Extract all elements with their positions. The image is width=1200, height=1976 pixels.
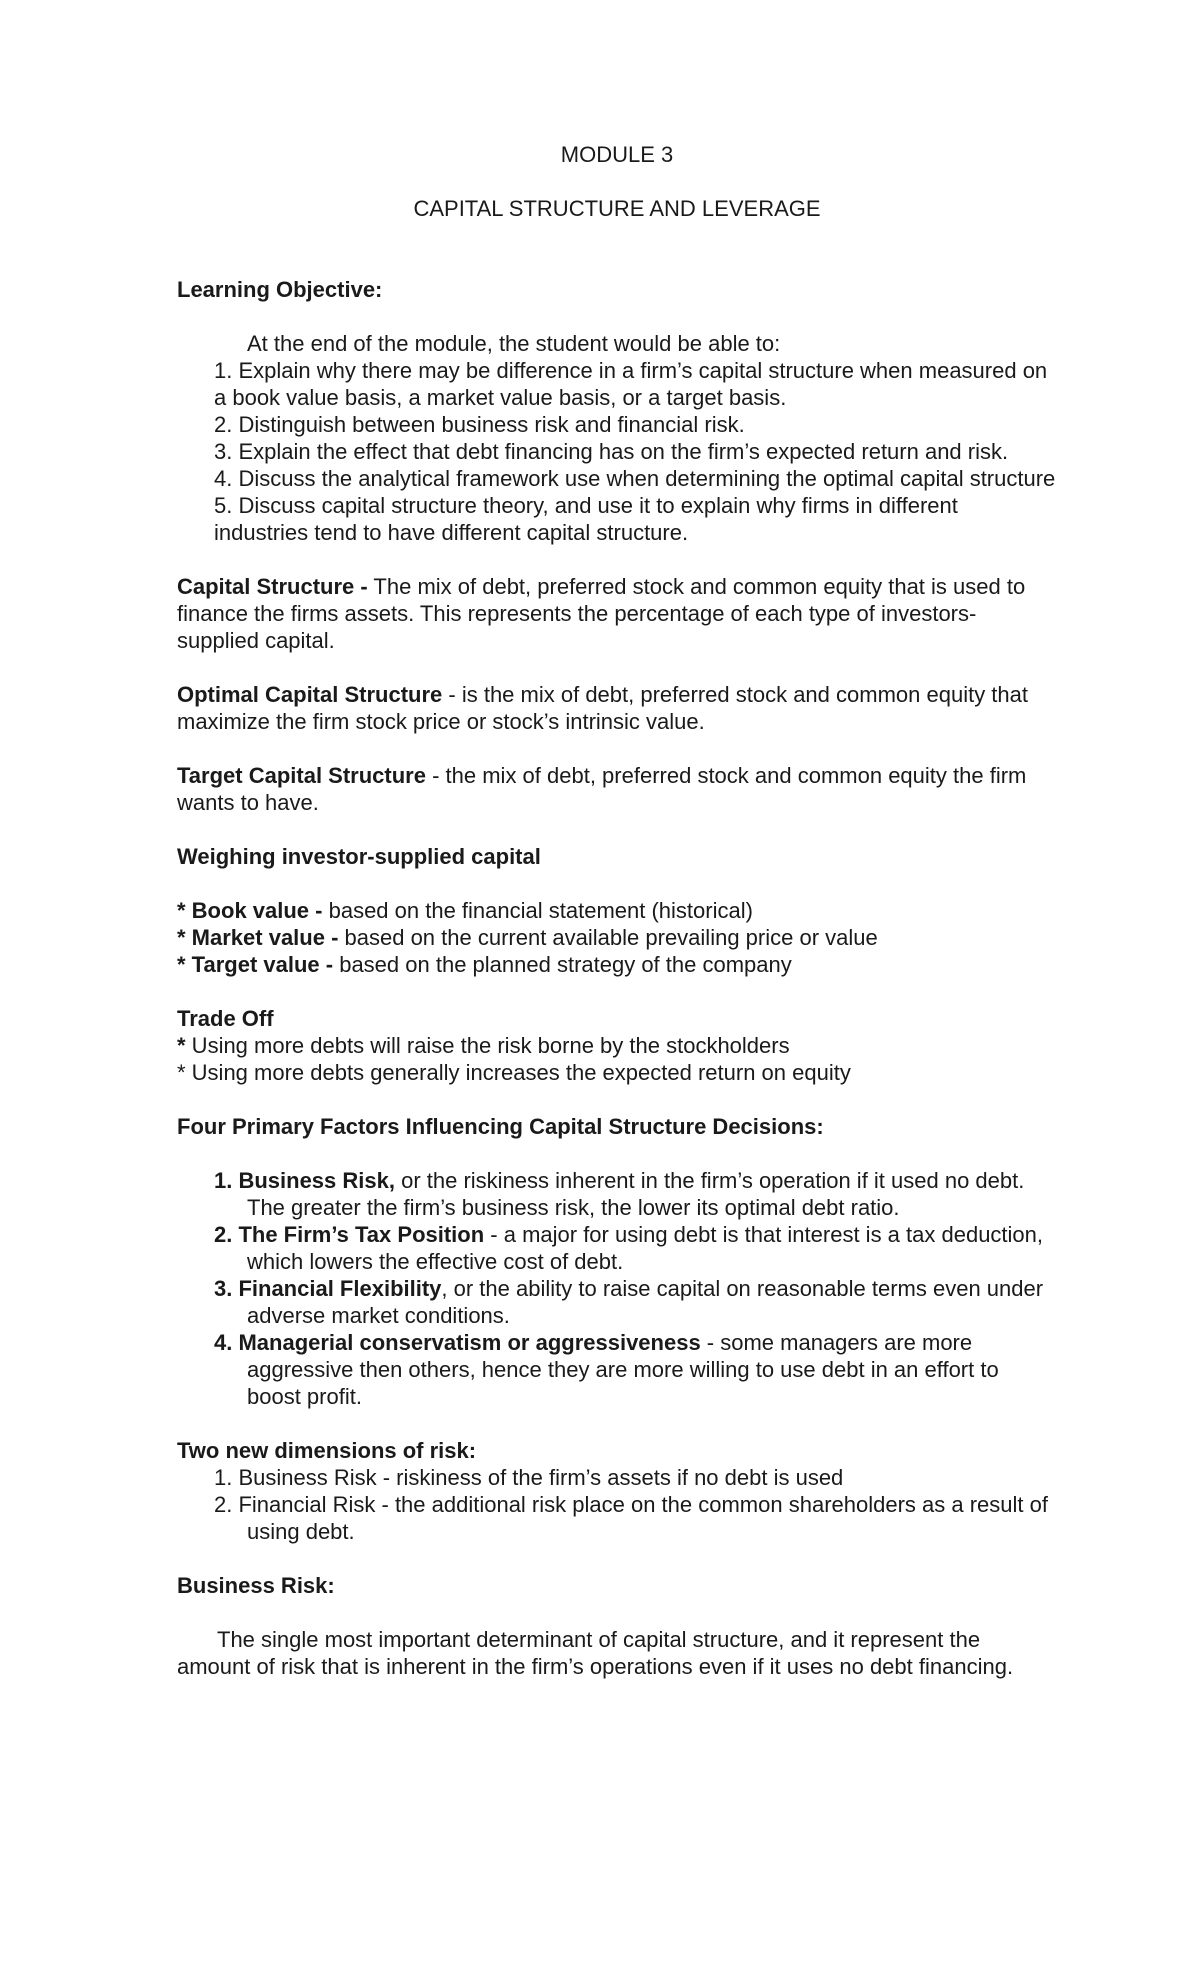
risk-dimension-item: 2. Financial Risk - the additional risk place on the common shareholders as a result of using debt. (214, 1492, 1048, 1544)
definition-text: - the mix of debt, preferred stock and common equity the firm wants to have. (177, 763, 1027, 815)
factor-item (177, 1167, 1057, 1221)
risk-dimension-item: 1. Business Risk - riskiness of the firm’s assets if no debt is used (214, 1465, 844, 1490)
weighing-item (177, 951, 1057, 978)
trade-off-text: Using more debts will raise the risk borne by the stockholders (185, 1033, 790, 1058)
trade-off-heading: Trade Off (177, 1006, 274, 1031)
business-risk-paragraph: The single most important determinant of capital structure, and it represent the amount of risk that is inherent in the firm’s operations even if it uses no debt financing. (177, 1627, 1014, 1679)
weighing-term: * Book value - (177, 898, 323, 923)
weighing-text: based on the financial statement (historical) (322, 898, 753, 923)
objective-item: 3. Explain the effect that debt financing has on the firm’s expected return and risk. (214, 439, 1009, 464)
weighing-item (177, 924, 1057, 951)
objective-item: 1. Explain why there may be difference in a firm’s capital structure when measured on a book value basis, a market value basis, or a target basis. (214, 358, 1048, 410)
weighing-text: based on the current available prevailing price or value (338, 925, 878, 950)
trade-off-text: * Using more debts generally increases the expected return on equity (177, 1060, 851, 1085)
factor-text: or the riskiness inherent in the firm’s operation if it used no debt. The greater the firm’s business risk, the lower its optimal debt ratio. (247, 1168, 1025, 1220)
factor-item (177, 1329, 1057, 1410)
factor-text: , or the ability to raise capital on reasonable terms even under adverse market conditions. (247, 1276, 1044, 1328)
objective-item: 5. Discuss capital structure theory, and use it to explain why firms in different industries tend to have different capital structure. (214, 493, 958, 545)
capital-structure-definition (177, 573, 1057, 654)
definition-text: The mix of debt, preferred stock and common equity that is used to finance the firms assets. This represents the percentage of each type of investors-supplied capital. (177, 574, 1026, 653)
learning-objective-heading: Learning Objective: (177, 277, 383, 302)
factor-text: - some managers are more aggressive then others, hence they are more willing to use debt in an effort to boost profit. (247, 1330, 999, 1409)
trade-off-item (177, 1059, 1057, 1086)
optimal-capital-structure-definition (177, 681, 1057, 735)
definition-term: Optimal Capital Structure (177, 682, 443, 707)
objective-item: 4. Discuss the analytical framework use when determining the optimal capital structure (214, 466, 1056, 491)
weighing-text: based on the planned strategy of the company (333, 952, 792, 977)
factor-text: - a major for using debt is that interest is a tax deduction, which lowers the effective cost of debt. (247, 1222, 1044, 1274)
factor-term: 2. The Firm’s Tax Position (214, 1222, 485, 1247)
document-body (177, 141, 1057, 1680)
weighing-item (177, 897, 1057, 924)
target-capital-structure-definition (177, 762, 1057, 816)
definition-text: - is the mix of debt, preferred stock and common equity that maximize the firm stock price or stock’s intrinsic value. (177, 682, 1028, 734)
weighing-heading: Weighing investor-supplied capital (177, 844, 541, 869)
factor-list (177, 1167, 1057, 1410)
risk-dimensions-heading: Two new dimensions of risk: (177, 1438, 477, 1463)
risk-dimensions-list (177, 1464, 1057, 1545)
factor-item (177, 1275, 1057, 1329)
factor-term: 3. Financial Flexibility (214, 1276, 442, 1301)
factor-term: 1. Business Risk, (214, 1168, 395, 1193)
business-risk-heading: Business Risk: (177, 1573, 335, 1598)
factor-term: 4. Managerial conservatism or aggressiveness (214, 1330, 701, 1355)
weighing-term: * Market value - (177, 925, 339, 950)
weighing-list (177, 897, 1057, 978)
module-label: MODULE 3 (560, 142, 674, 167)
page-title: CAPITAL STRUCTURE AND LEVERAGE (413, 196, 821, 221)
learning-objective-intro: At the end of the module, the student would be able to: (247, 331, 781, 356)
factor-item (177, 1221, 1057, 1275)
trade-off-bullet: * (177, 1033, 186, 1058)
trade-off-item (177, 1032, 1057, 1059)
definition-term: Target Capital Structure (177, 763, 426, 788)
four-factors-heading: Four Primary Factors Influencing Capital Structure Decisions: (177, 1114, 824, 1139)
trade-off-list (177, 1032, 1057, 1086)
weighing-term: * Target value - (177, 952, 334, 977)
definition-term: Capital Structure - (177, 574, 368, 599)
objective-item: 2. Distinguish between business risk and financial risk. (214, 412, 745, 437)
objective-list (177, 357, 1057, 546)
